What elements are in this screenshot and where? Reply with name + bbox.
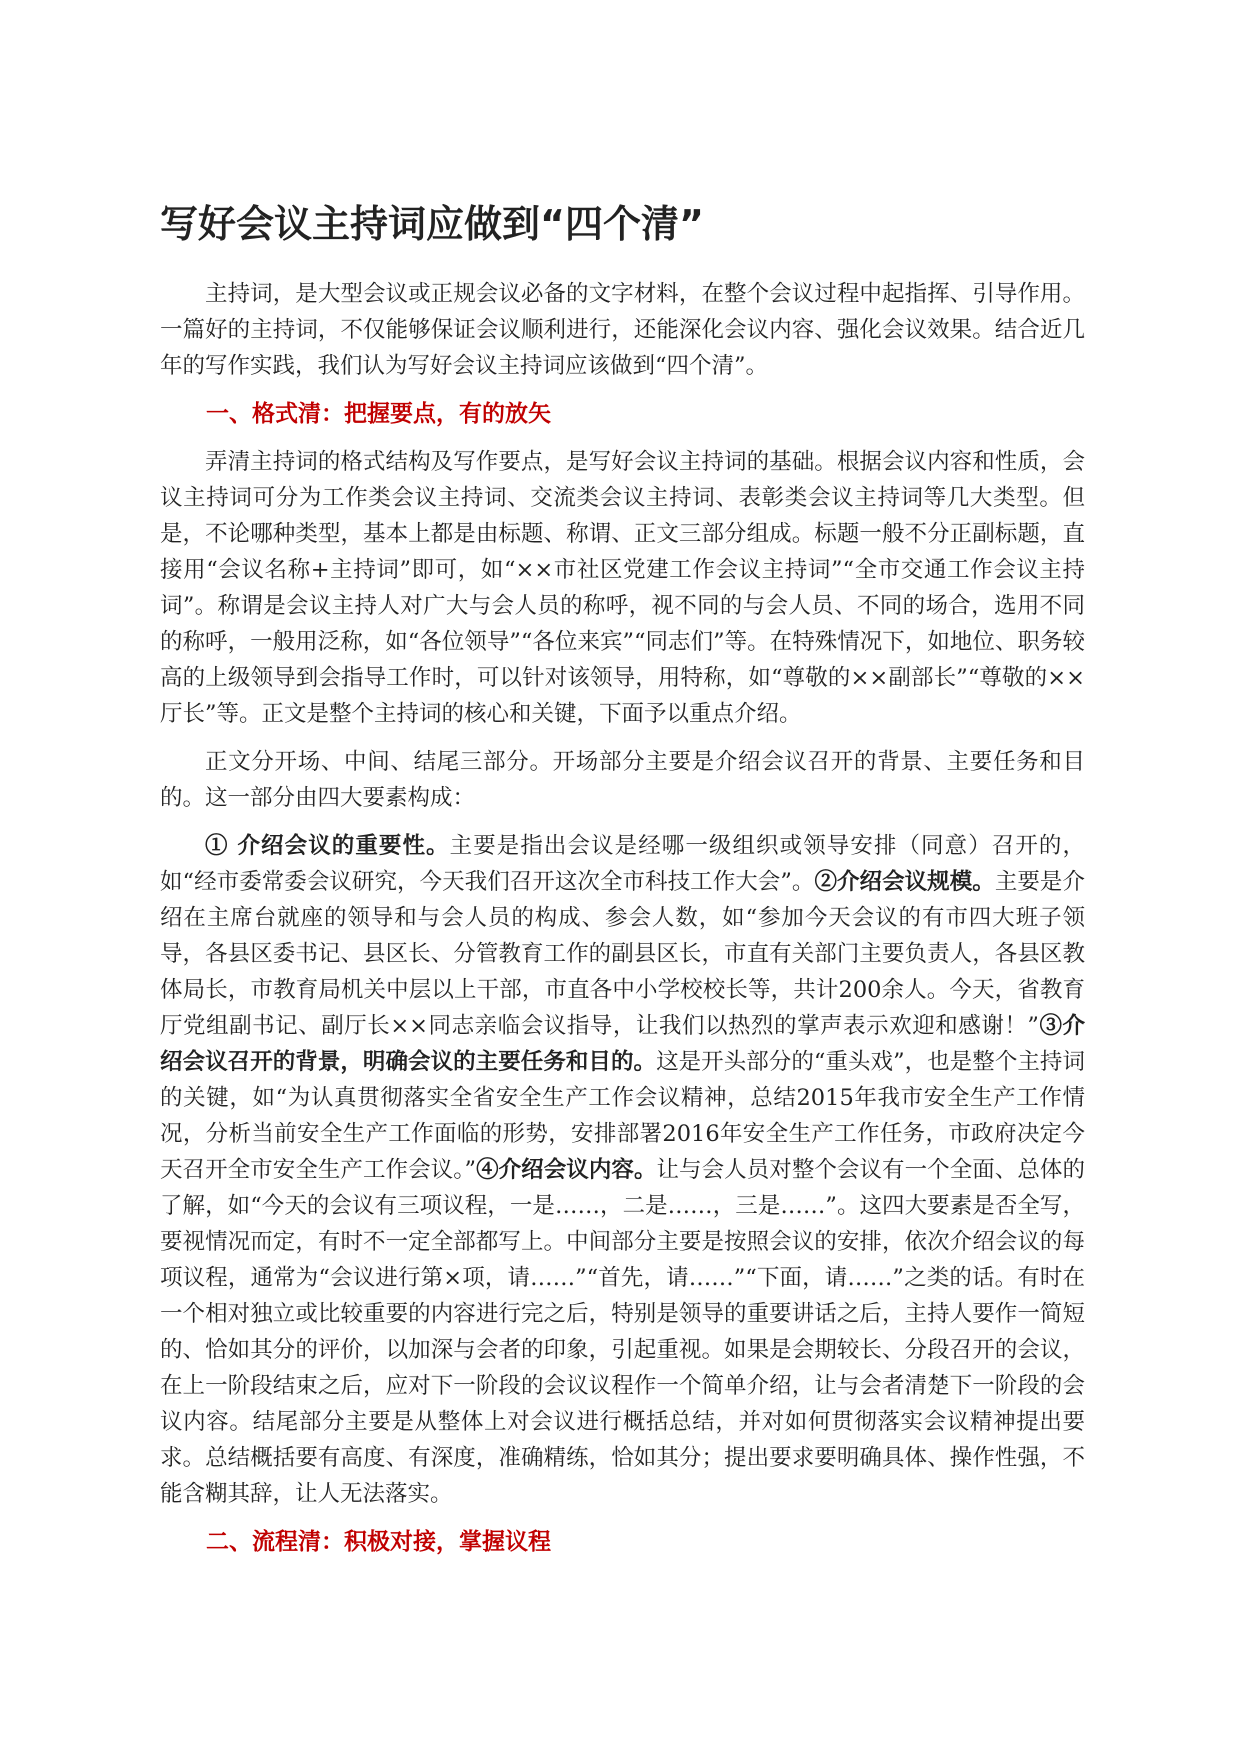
intro-paragraph: 主持词，是大型会议或正规会议必备的文字材料，在整个会议过程中起指挥、引导作用。一篇好的主持词，不仅能够保证会议顺利进行，还能深化会议内容、强化会议效果。结合近几年的写作实践，我们认为写好会议主持词应该做到“四个清”。	[160, 281, 1085, 379]
element-lead-background: ③介绍会议召开的背景，明确会议的主要任务和目的。	[160, 1013, 1085, 1075]
element-lead-importance: ① 介绍会议的重要性。	[205, 833, 450, 859]
element-text-importance: 主要是指出会议是经哪一级组织或领导安排（同意）召开的，如“经市委常委会议研究，今天我们召开这次全市科技工作大会”。	[160, 833, 1085, 895]
four-elements-paragraph	[160, 828, 1085, 1512]
element-lead-scale: ②介绍会议规模。	[814, 869, 995, 895]
section-heading-format: 一、格式清：把握要点，有的放矢	[206, 400, 551, 427]
page-title: 写好会议主持词应做到“四个清”	[160, 202, 704, 246]
document-body	[160, 200, 1085, 1572]
element-lead-content: ④介绍会议内容。	[476, 1157, 657, 1183]
element-text-content: 让与会人员对整个会议有一个全面、总体的了解，如“今天的会议有三项议程，一是……，二是……，三是……”。这四大要素是否全写，要视情况而定，有时不一定全部都写上。中间部分主要是按照会议的安排，依次介绍会议的每项议程，通常为“会议进行第×项，请……”“首先，请……”“下面，请……”之类的话。有时在一个相对独立或比较重要的内容进行完之后，特别是领导的重要讲话之后，主持人要作一简短的、恰如其分的评价，以加深与会者的印象，引起重视。如果是会期较长、分段召开的会议，在上一阶段结束之后，应对下一阶段的会议议程作一个简单介绍，让与会者清楚下一阶段的会议内容。结尾部分主要是从整体上对会议进行概括总结，并对如何贯彻落实会议精神提出要求。总结概括要有高度、有深度，准确精练，恰如其分；提出要求要明确具体、操作性强，不能含糊其辞，让人无法落实。	[160, 1157, 1085, 1507]
body-structure-paragraph: 正文分开场、中间、结尾三部分。开场部分主要是介绍会议召开的背景、主要任务和目的。这一部分由四大要素构成：	[160, 749, 1085, 811]
format-paragraph: 弄清主持词的格式结构及写作要点，是写好会议主持词的基础。根据会议内容和性质，会议主持词可分为工作类会议主持词、交流类会议主持词、表彰类会议主持词等几大类型。但是，不论哪种类型，基本上都是由标题、称谓、正文三部分组成。标题一般不分正副标题，直接用“会议名称+主持词”即可，如“××市社区党建工作会议主持词”“全市交通工作会议主持词”。称谓是会议主持人对广大与会人员的称呼，视不同的与会人员、不同的场合，选用不同的称呼，一般用泛称，如“各位领导”“各位来宾”“同志们”等。在特殊情况下，如地位、职务较高的上级领导到会指导工作时，可以针对该领导，用特称，如“尊敬的××副部长”“尊敬的××厅长”等。正文是整个主持词的核心和关键，下面予以重点介绍。	[160, 449, 1085, 727]
section-heading-process: 二、流程清：积极对接，掌握议程	[206, 1528, 551, 1555]
element-text-background: 这是开头部分的“重头戏”，也是整个主持词的关键，如“为认真贯彻落实全省安全生产工作会议精神，总结2015年我市安全生产工作情况，分析当前安全生产工作面临的形势，安排部署2016年安全生产工作任务，市政府决定今天召开全市安全生产工作会议。”	[160, 1049, 1085, 1183]
element-text-scale: 主要是介绍在主席台就座的领导和与会人员的构成、参会人数，如“参加今天会议的有市四大班子领导，各县区委书记、县区长、分管教育工作的副县区长，市直有关部门主要负责人，各县区教体局长，市教育局机关中层以上干部，市直各中小学校校长等，共计200余人。今天，省教育厅党组副书记、副厅长××同志亲临会议指导，让我们以热烈的掌声表示欢迎和感谢！”	[160, 869, 1085, 1039]
